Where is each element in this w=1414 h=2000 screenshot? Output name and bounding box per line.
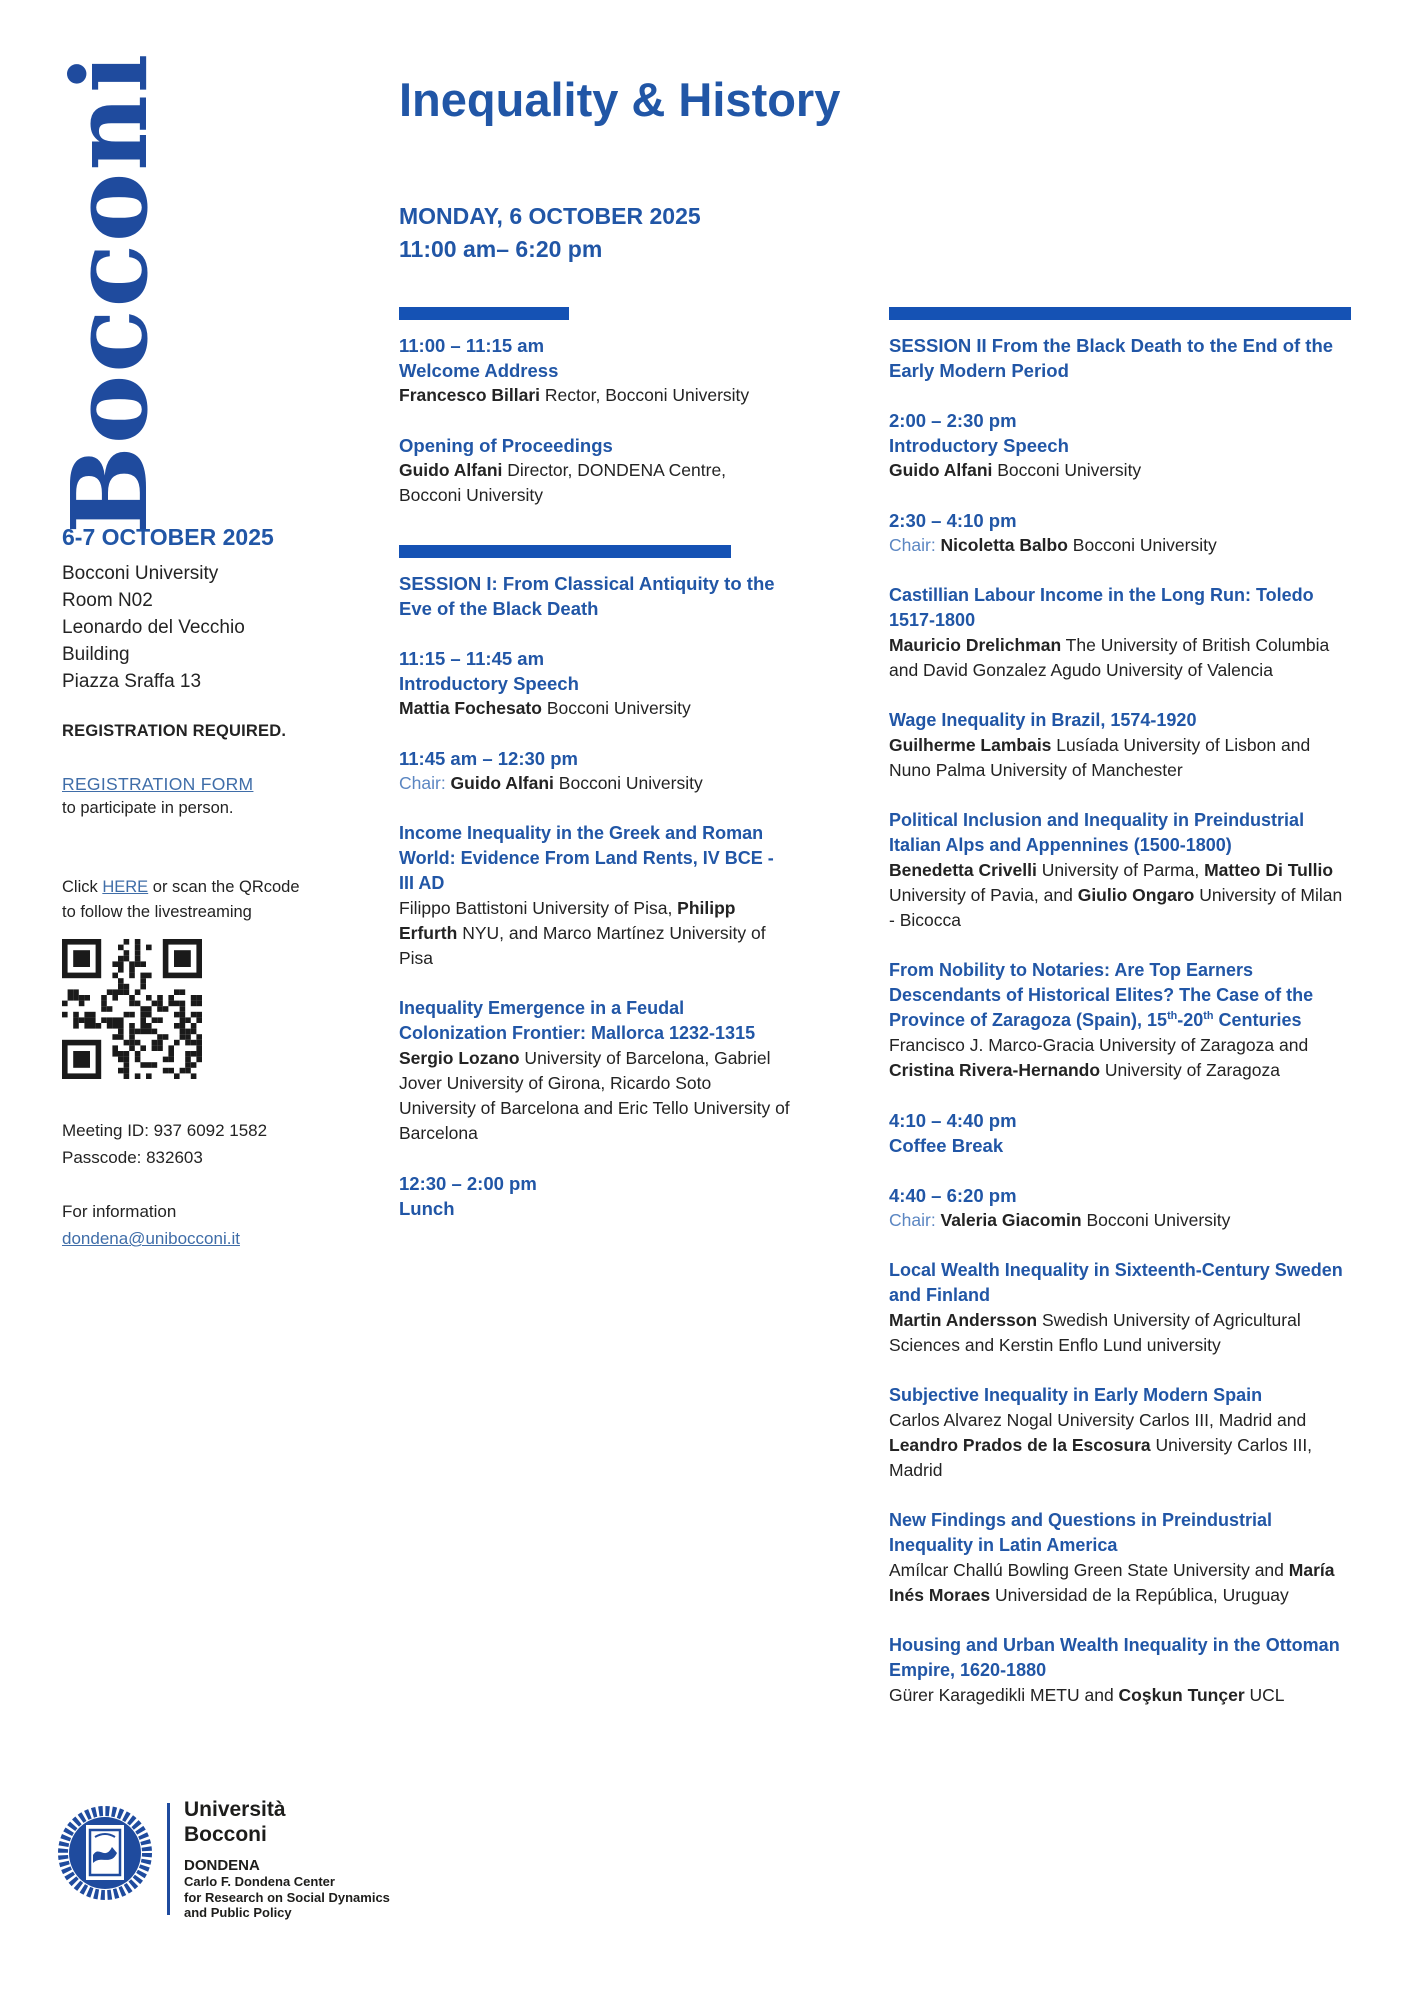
- registration-form-link[interactable]: REGISTRATION FORM: [62, 774, 254, 794]
- program-column-day-part2: [889, 307, 1351, 1708]
- program-event-heading: Introductory Speech: [399, 673, 579, 694]
- program-event-heading: Opening of Proceedings: [399, 435, 613, 456]
- university-name-line1: Università: [184, 1798, 286, 1821]
- page-title: Inequality & History: [399, 73, 841, 126]
- paper-title: Wage Inequality in Brazil, 1574-1920: [889, 710, 1197, 730]
- speakers-line: Chair: Valeria Giacomin Bocconi University: [889, 1210, 1231, 1230]
- passcode: Passcode: 832603: [62, 1148, 203, 1167]
- speakers-line: Francesco Billari Rector, Bocconi University: [399, 385, 750, 405]
- speakers-line: Chair: Nicoletta Balbo Bocconi University: [889, 535, 1217, 555]
- university-name-line2: Bocconi: [184, 1823, 267, 1846]
- section-divider-bar: [889, 307, 1351, 320]
- info-label: For information: [62, 1202, 177, 1221]
- program-event-heading: Welcome Address: [399, 360, 559, 381]
- program-column-day-part1: [399, 307, 791, 1221]
- speakers-line: Guilherme Lambais Lusíada University of Lisbon and Nuno Palma University of Manchester: [889, 735, 1311, 780]
- livestream-instructions: [62, 875, 320, 925]
- paper-title: Inequality Emergence in a Feudal Colonization Frontier: Mallorca 1232-1315: [399, 998, 756, 1043]
- program-event-heading: Coffee Break: [889, 1135, 1004, 1156]
- program-time: 2:00 – 2:30 pm: [889, 410, 1017, 431]
- registration-required-label: REGISTRATION REQUIRED.: [62, 722, 287, 740]
- center-line: for Research on Social Dynamics: [184, 1889, 390, 1905]
- program-time: 12:30 – 2:00 pm: [399, 1173, 537, 1194]
- speakers-line: Francisco J. Marco-Gracia University of Zaragoza and Cristina Rivera-Hernando University of Zaragoza: [889, 1035, 1309, 1080]
- section-divider-bar: [399, 307, 569, 320]
- paper-title: Income Inequality in the Greek and Roman World: Evidence From Land Rents, IV BCE - III AD: [399, 823, 774, 893]
- speakers-line: Sergio Lozano University of Barcelona, Gabriel Jover University of Girona, Ricardo Soto University of Barcelona and Eric Tello University of Barcelona: [399, 1048, 790, 1143]
- registration-note: to participate in person.: [62, 799, 234, 817]
- footer-logo-block: [55, 1797, 390, 1921]
- paper-title: Housing and Urban Wealth Inequality in the Ottoman Empire, 1620-1880: [889, 1635, 1340, 1680]
- speakers-line: Filippo Battistoni University of Pisa, Philipp Erfurth NYU, and Marco Martínez University of Pisa: [399, 898, 766, 968]
- venue-address: [62, 560, 320, 695]
- speakers-line: Guido Alfani Director, DONDENA Centre, Bocconi University: [399, 460, 727, 505]
- livestream-text-line2: to follow the livestreaming: [62, 903, 252, 921]
- livestream-here-link[interactable]: HERE: [102, 878, 149, 896]
- session-header: SESSION I: From Classical Antiquity to the Eve of the Black Death: [399, 573, 775, 619]
- speakers-line: Mattia Fochesato Bocconi University: [399, 698, 691, 718]
- paper-title: From Nobility to Notaries: Are Top Earners Descendants of Historical Elites? The Case of the Province of Zaragoza (Spain), 15th-20th Centuries: [889, 960, 1314, 1030]
- bocconi-seal-icon: [55, 1803, 155, 1903]
- program-time: 4:40 – 6:20 pm: [889, 1185, 1017, 1206]
- bocconi-vertical-wordmark: Bocconi: [48, 51, 171, 534]
- venue-line: Bocconi University: [62, 563, 219, 584]
- center-line: and Public Policy: [184, 1905, 292, 1920]
- program-time: 4:10 – 4:40 pm: [889, 1110, 1017, 1131]
- section-divider-bar: [399, 545, 731, 558]
- paper-title: New Findings and Questions in Preindustrial Inequality in Latin America: [889, 1510, 1273, 1555]
- dondena-center-description: [184, 1874, 390, 1921]
- meeting-id: Meeting ID: 937 6092 1582: [62, 1121, 268, 1140]
- footer-divider: [167, 1803, 170, 1915]
- speakers-line: Martin Andersson Swedish University of Agricultural Sciences and Kerstin Enflo Lund university: [889, 1310, 1301, 1355]
- dondena-label: DONDENA: [184, 1857, 260, 1874]
- speakers-line: Benedetta Crivelli University of Parma, Matteo Di Tullio University of Pavia, and Giulio Ongaro University of Milan - Bicocca: [889, 860, 1343, 930]
- venue-line: Piazza Sraffa 13: [62, 671, 202, 692]
- speakers-line: Amílcar Challú Bowling Green State University and María Inés Moraes Universidad de la República, Uruguay: [889, 1560, 1335, 1605]
- paper-title: Castillian Labour Income in the Long Run: Toledo 1517-1800: [889, 585, 1314, 630]
- info-sidebar: [62, 524, 320, 1252]
- paper-title: Subjective Inequality in Early Modern Spain: [889, 1385, 1263, 1405]
- event-hours: 11:00 am– 6:20 pm: [399, 236, 603, 262]
- speakers-line: Mauricio Drelichman The University of British Columbia and David Gonzalez Agudo University of Valencia: [889, 635, 1330, 680]
- session-header: SESSION II From the Black Death to the End of the Early Modern Period: [889, 335, 1334, 381]
- program-time: 11:00 – 11:15 am: [399, 335, 545, 356]
- speakers-line: Carlos Alvarez Nogal University Carlos III, Madrid and Leandro Prados de la Escosura University Carlos III, Madrid: [889, 1410, 1313, 1480]
- livestream-text: Click: [62, 878, 103, 896]
- contact-email-link[interactable]: dondena@unibocconi.it: [62, 1229, 240, 1248]
- program-time: 11:45 am – 12:30 pm: [399, 748, 578, 769]
- livestream-text: or scan the QRcode: [148, 878, 300, 896]
- event-weekday: MONDAY, 6 OCTOBER 2025: [399, 203, 701, 229]
- program-time: 2:30 – 4:10 pm: [889, 510, 1017, 531]
- footer-text: [184, 1797, 390, 1921]
- speakers-line: Chair: Guido Alfani Bocconi University: [399, 773, 703, 793]
- venue-line: Room N02: [62, 590, 153, 611]
- qr-code: [62, 939, 202, 1079]
- speakers-line: Gürer Karagedikli METU and Coşkun Tunçer UCL: [889, 1685, 1285, 1705]
- program-event-heading: Introductory Speech: [889, 435, 1069, 456]
- center-line: Carlo F. Dondena Center: [184, 1874, 335, 1889]
- event-dates-heading: 6-7 OCTOBER 2025: [62, 524, 274, 550]
- speakers-line: Guido Alfani Bocconi University: [889, 460, 1142, 480]
- venue-line: Leonardo del Vecchio: [62, 617, 245, 638]
- paper-title: Political Inclusion and Inequality in Preindustrial Italian Alps and Appennines (1500-1800): [889, 810, 1305, 855]
- venue-line: Building: [62, 644, 130, 665]
- program-event-heading: Lunch: [399, 1198, 455, 1219]
- event-date-block: [399, 200, 701, 266]
- paper-title: Local Wealth Inequality in Sixteenth-Century Sweden and Finland: [889, 1260, 1343, 1305]
- program-time: 11:15 – 11:45 am: [399, 648, 545, 669]
